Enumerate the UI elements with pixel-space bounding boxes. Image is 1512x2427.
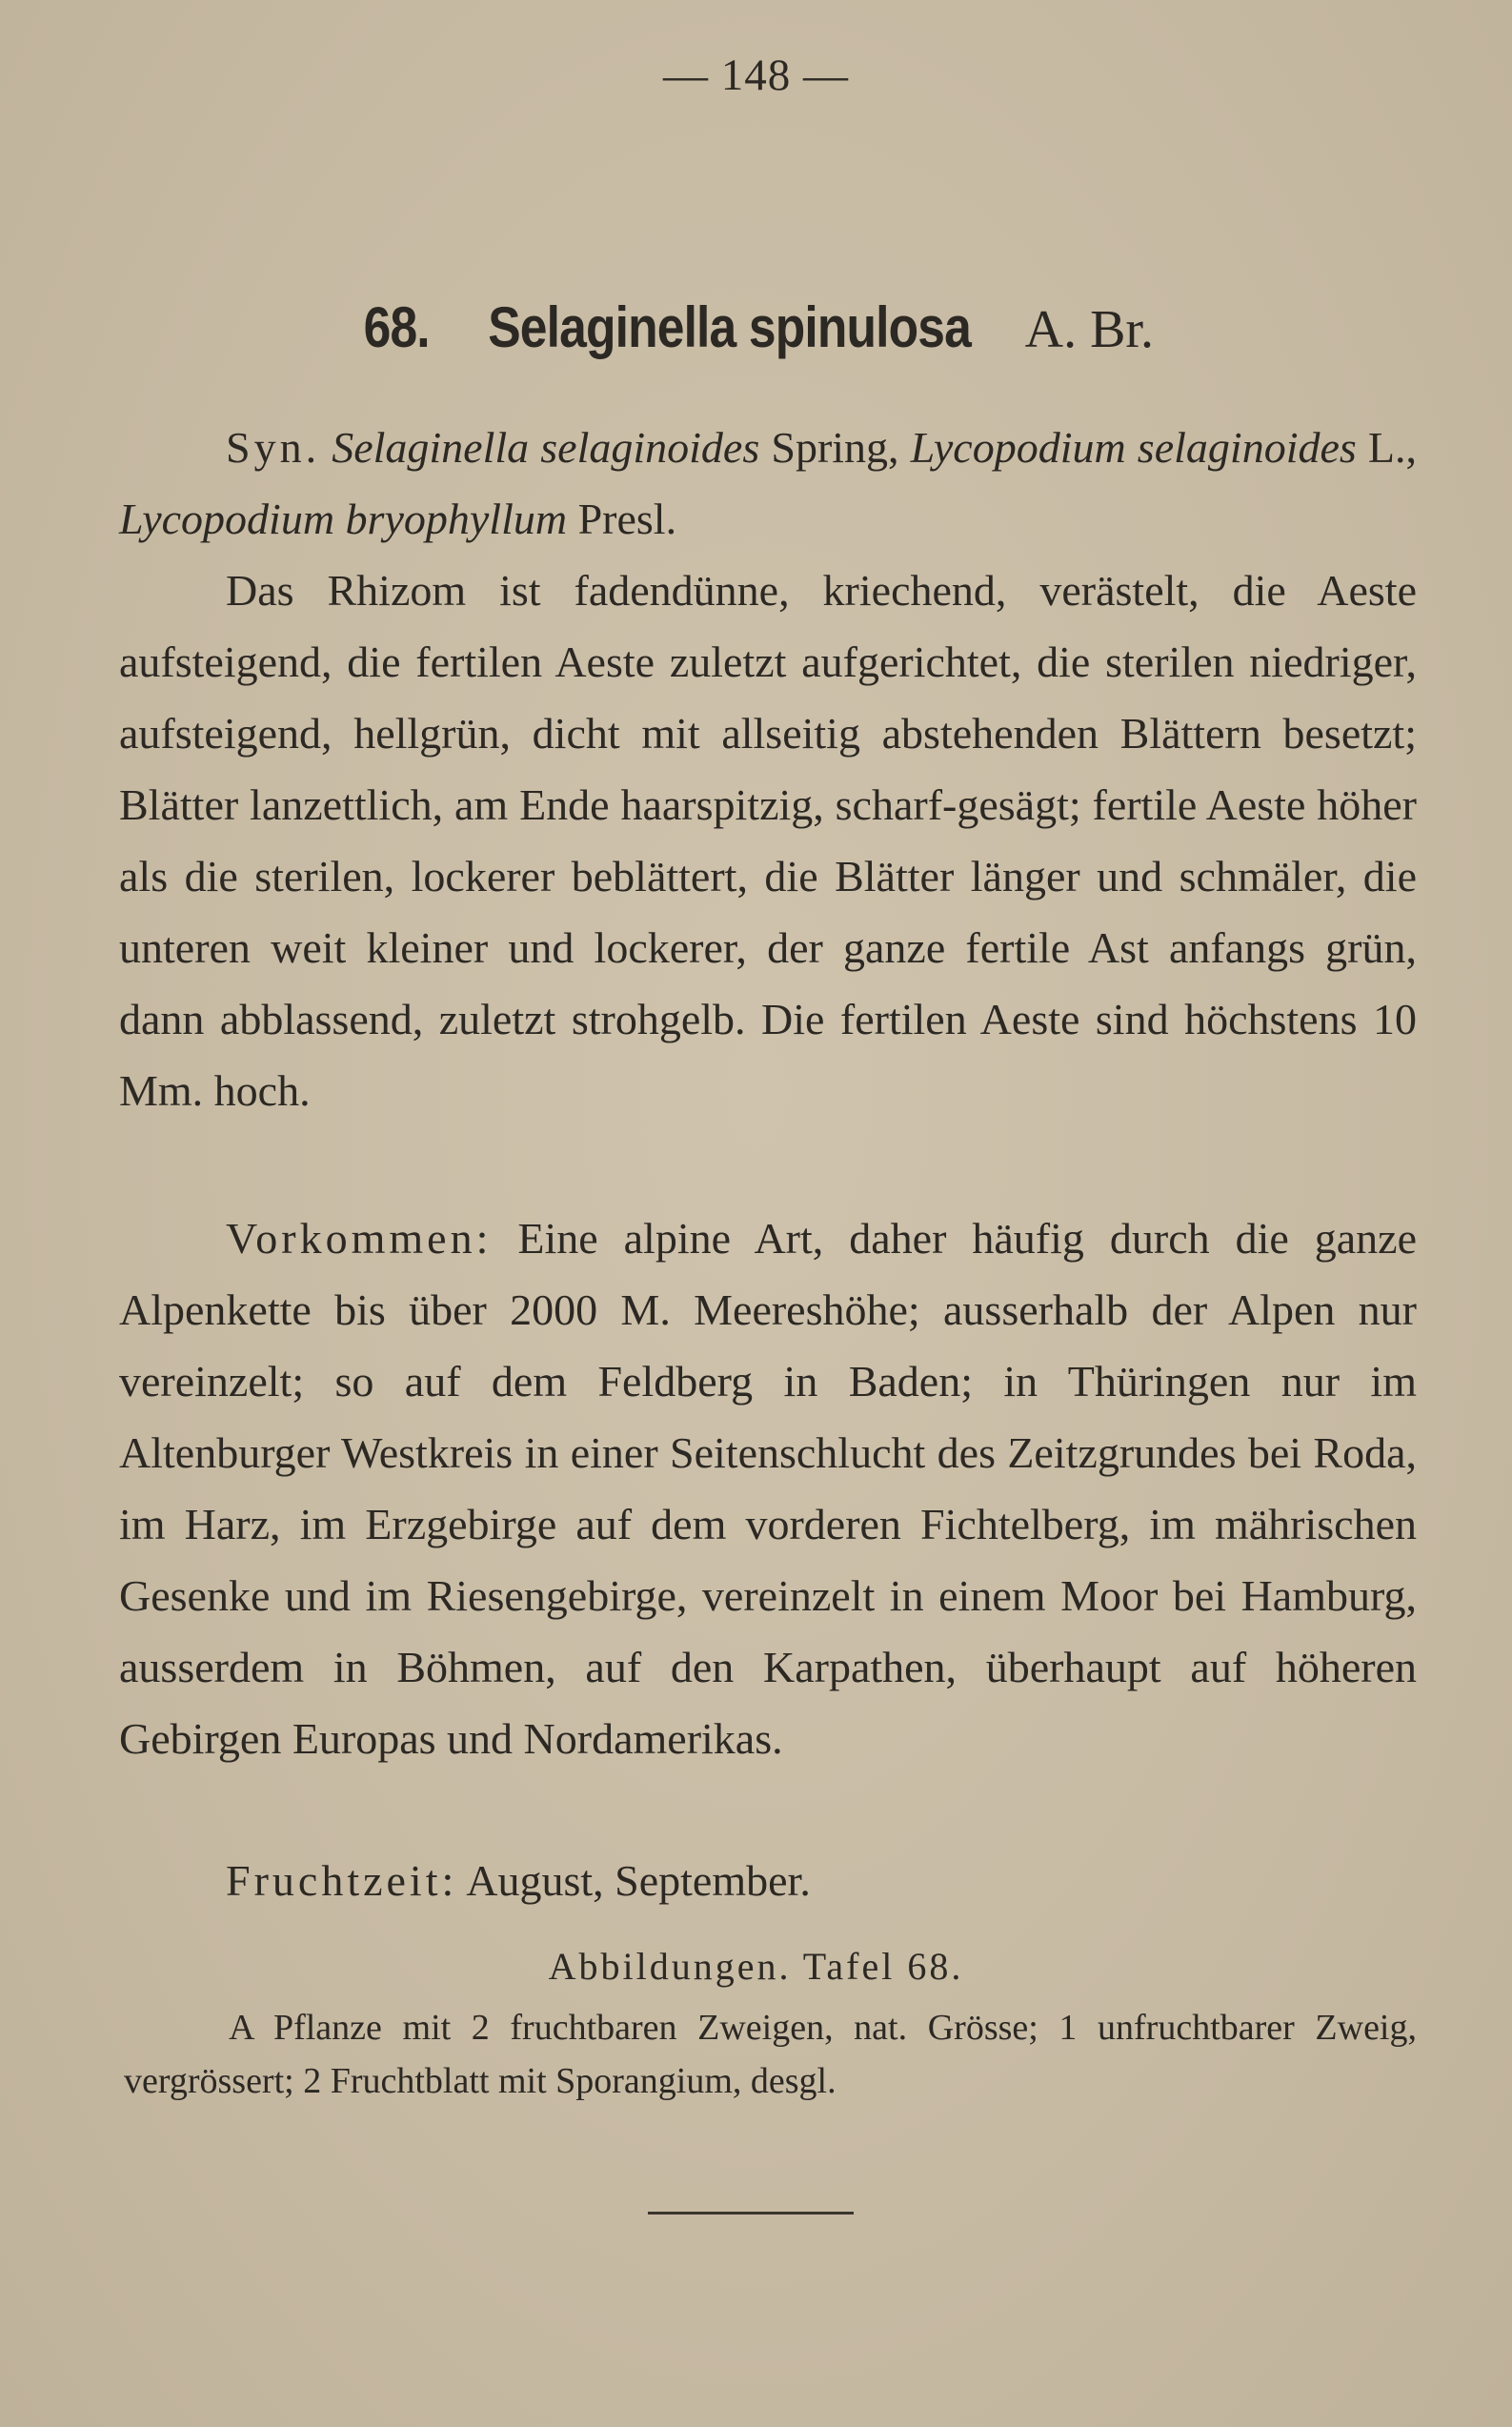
vorkommen-paragraph xyxy=(119,1203,1417,1774)
synonym-name-3: Lycopodium bryophyllum xyxy=(119,495,568,543)
species-number: 68. xyxy=(363,295,430,359)
vorkommen-text: Eine alpine Art, daher häufig durch die ganze Alpenkette bis über 2000 M. Meereshöhe; ausserhalb der Alpen nur vereinzelt; so auf dem Feldberg in Baden; in Thüringen nur im Altenburger Westkreis in einer Seitenschlucht des Zeitzgrundes bei Roda, im Harz, im Erzgebirge auf dem vorderen Fichtelberg, im mährischen Gesenke und im Riesengebirge, vereinzelt in einem Moor bei Hamburg, ausserdem in Böhmen, auf den Karpathen, überhaupt auf höheren Gebirgen Europas und Nordamerikas. xyxy=(119,1214,1418,1763)
caption-text: A Pflanze mit 2 fruchtbaren Zweigen, nat. Grösse; 1 unfruchtbarer Zweig, vergrössert; 2 Fruchtblatt mit Sporangium, desgl. xyxy=(124,2008,1417,2101)
synonym-author-3: Presl. xyxy=(577,495,677,543)
page-number: — 148 — xyxy=(663,51,849,100)
abbildungen-caption xyxy=(124,2001,1417,2108)
abbildungen-title: Abbildungen. Tafel 68. xyxy=(548,1945,964,1988)
species-heading xyxy=(0,293,1512,364)
end-rule xyxy=(648,2212,854,2215)
synonym-author-2: L., xyxy=(1367,423,1418,472)
synonyms-paragraph xyxy=(119,412,1417,555)
synonym-name-2: Lycopodium selaginoides xyxy=(910,423,1357,472)
vorkommen-label: Vorkommen: xyxy=(226,1214,493,1263)
synonym-author-1: Spring, xyxy=(771,423,899,472)
fruchtzeit-label: Fruchtzeit: xyxy=(226,1856,458,1905)
synonym-name-1: Selaginella selaginoides xyxy=(332,423,760,472)
description-paragraph xyxy=(119,555,1417,1126)
synonyms-label: Syn. xyxy=(226,423,321,472)
fruchtzeit-text: August, September. xyxy=(466,1856,811,1905)
species-name: Selaginella spinulosa xyxy=(488,295,972,359)
species-author: A. Br. xyxy=(1024,300,1154,359)
description-text: Das Rhizom ist fadendünne, kriechend, verästelt, die Aeste aufsteigend, die fertilen Aeste zuletzt aufgerichtet, die sterilen niedriger, aufsteigend, hellgrün, dicht mit allseitig abstehenden Blättern besetzt; Blätter lanzettlich, am Ende haarspitzig, scharf-gesägt; fertile Aeste höher als die sterilen, lockerer beblättert, die Blätter länger und schmäler, die unteren weit kleiner und lockerer, der ganze fertile Ast anfangs grün, dann abblassend, zuletzt strohgelb. Die fertilen Aeste sind höchstens 10 Mm. hoch. xyxy=(119,566,1417,1115)
fruchtzeit-paragraph xyxy=(119,1845,1417,1916)
